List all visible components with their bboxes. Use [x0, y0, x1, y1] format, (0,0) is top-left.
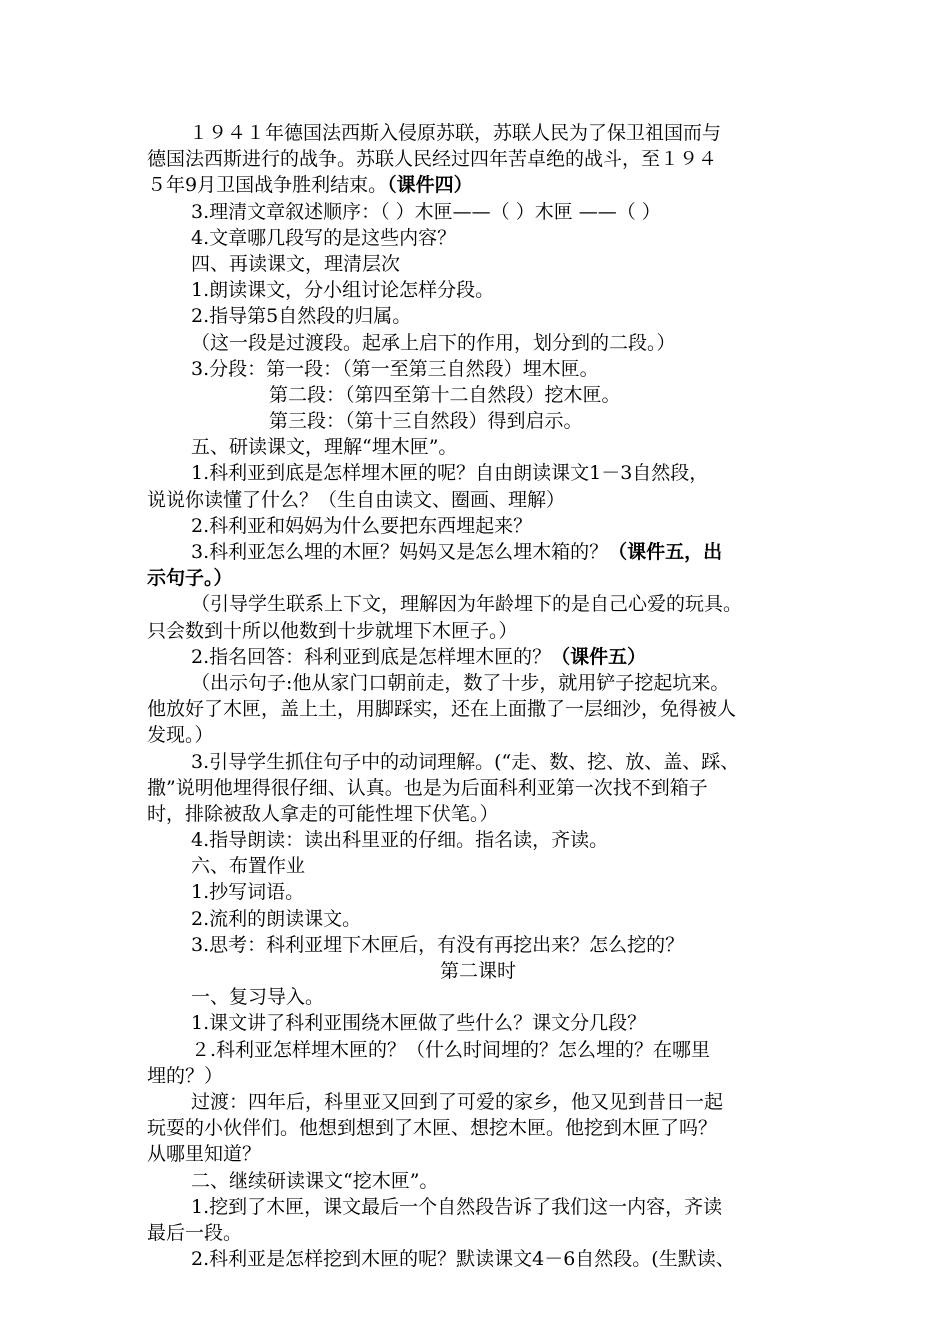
text-line	[147, 906, 809, 932]
text-line	[147, 879, 809, 905]
text-run: 3.分段：第一段：（第一至第三自然段）埋木匣。	[191, 357, 599, 380]
text-run: 一、复习导入。	[191, 986, 325, 1009]
text-line	[147, 932, 809, 958]
text-line	[147, 565, 809, 591]
text-run: 第三段：（第十三自然段）得到启示。	[269, 410, 583, 433]
text-line	[147, 225, 809, 251]
text-run: 1.朗读课文，分小组讨论怎样分段。	[191, 279, 495, 302]
text-run: （这一段是过渡段。起承上启下的作用，划分到的二段。）	[191, 331, 676, 354]
text-run: 他放好了木匣，盖上土，用脚踩实，还在上面撒了一层细沙，免得被人	[147, 698, 737, 721]
text-run: 2.指名回答：科利亚到底是怎样埋木匣的？	[191, 645, 552, 668]
text-run: 四、再读课文，理清层次	[191, 252, 401, 275]
text-line	[147, 1246, 809, 1272]
text-run: 五、研读课文，理解“埋木匣”。	[191, 436, 458, 459]
text-run: 从哪里知道？	[147, 1143, 262, 1166]
text-run: 第二课时	[439, 960, 516, 982]
text-run: 埋的？）	[147, 1064, 224, 1087]
text-run: 第二段：（第四至第十二自然段）挖木匣。	[269, 383, 621, 406]
section-heading	[147, 1168, 809, 1194]
text-run: （引导学生联系上下文，理解因为年龄埋下的是自己心爱的玩具。	[191, 593, 743, 616]
text-line	[147, 1037, 809, 1063]
text-run: ２.科利亚怎样埋木匣的？（什么时间埋的？怎么埋的？在哪里	[191, 1038, 711, 1061]
text-run: 1.课文讲了科利亚围绕木匣做了些什么？课文分几段？	[191, 1012, 647, 1035]
text-line	[147, 120, 809, 146]
text-line	[147, 356, 809, 382]
text-line	[147, 644, 809, 670]
text-line	[147, 146, 809, 172]
text-run: 六、布置作业	[191, 855, 306, 878]
text-run: 1.抄写词语。	[191, 881, 305, 904]
text-line	[147, 1220, 809, 1246]
text-line	[147, 1115, 809, 1141]
text-line	[147, 539, 809, 565]
courseware-note: （课件五）	[551, 645, 647, 668]
text-run: 撒”说明他埋得很仔细、认真。也是为后面科利亚第一次找不到箱子	[147, 776, 708, 799]
text-line	[147, 1010, 809, 1036]
text-run: 时，排除被敌人拿走的可能性埋下伏笔。）	[147, 802, 499, 825]
lesson-title	[147, 958, 809, 984]
text-line	[147, 1194, 809, 1220]
text-run: 3.引导学生抓住句子中的动词理解。(“走、数、挖、放、盖、踩、	[191, 750, 740, 773]
text-run: 二、继续研读课文“挖木匣”。	[191, 1169, 439, 1192]
text-line	[147, 487, 809, 513]
text-line	[147, 722, 809, 748]
text-line	[147, 513, 809, 539]
section-heading	[147, 251, 809, 277]
text-run: （出示句子:他从家门口朝前走，数了十步，就用铲子挖起坑来。	[191, 671, 730, 694]
text-run: 4.文章哪几段写的是这些内容？	[191, 226, 457, 249]
text-run: 1.挖到了木匣，课文最后一个自然段告诉了我们这一内容，齐读	[191, 1195, 723, 1218]
text-line	[147, 1089, 809, 1115]
courseware-note: （课件五，出	[608, 541, 723, 563]
section-heading	[147, 434, 809, 460]
text-run: 3.理清文章叙述顺序：（ ）木匣——（ ）木匣 ——（ ）	[191, 200, 661, 223]
text-line	[147, 696, 809, 722]
text-line	[147, 618, 809, 644]
text-run: 2.科利亚和妈妈为什么要把东西埋起来？	[191, 514, 533, 537]
text-line	[147, 670, 809, 696]
text-run: １９４１年德国法西斯入侵原苏联，苏联人民为了保卫祖国而与	[189, 122, 722, 144]
text-line	[147, 1141, 809, 1167]
text-line	[147, 460, 809, 486]
text-line	[147, 382, 809, 408]
lesson-plan-text	[147, 120, 809, 1272]
text-run: ５年9月卫国战争胜利结束。	[147, 174, 388, 197]
text-run: 德国法西斯进行的战争。苏联人民经过四年苦卓绝的战斗，至１９４	[147, 148, 718, 171]
text-line	[147, 591, 809, 617]
text-run: 3.科利亚怎么埋的木匣？妈妈又是怎么埋木箱的？	[191, 541, 609, 563]
text-line	[147, 199, 809, 225]
courseware-note: 示句子。）	[147, 567, 233, 590]
text-run: 只会数到十所以他数到十步就埋下木匣子。）	[147, 619, 518, 642]
text-run: 2.指导第5自然段的归属。	[191, 305, 412, 328]
text-run: 3.思考：科利亚埋下木匣后，有没有再挖出来？怎么挖的？	[191, 933, 685, 956]
section-heading	[147, 853, 809, 879]
text-line	[147, 749, 809, 775]
courseware-note: （课件四）	[387, 174, 473, 197]
text-run: 4.指导朗读：读出科里亚的仔细。指名读，齐读。	[191, 829, 609, 852]
text-run: 发现。）	[147, 724, 214, 747]
text-run: 1.科利亚到底是怎样埋木匣的呢？自由朗读课文1－3自然段，	[191, 462, 709, 485]
text-run: 2.流利的朗读课文。	[191, 907, 362, 930]
text-line	[147, 277, 809, 303]
text-line	[147, 1063, 809, 1089]
text-line	[147, 408, 809, 434]
text-line	[147, 330, 809, 356]
text-run: 2.科利亚是怎样挖到木匣的呢？默读课文4－6自然段。(生默读、	[191, 1248, 735, 1271]
text-line	[147, 303, 809, 329]
text-run: 玩耍的小伙伴们。他想到想到了木匣、想挖木匣。他挖到木匣了吗？	[147, 1117, 718, 1140]
text-line	[147, 775, 809, 801]
text-line	[147, 827, 809, 853]
text-run: 过渡：四年后，科里亚又回到了可爱的家乡，他又见到昔日一起	[191, 1090, 724, 1113]
text-line	[147, 172, 809, 198]
text-run: 最后一段。	[147, 1221, 243, 1244]
text-line	[147, 801, 809, 827]
text-run: 说说你读懂了什么？（生自由读文、圈画、理解）	[147, 488, 566, 511]
section-heading	[147, 984, 809, 1010]
